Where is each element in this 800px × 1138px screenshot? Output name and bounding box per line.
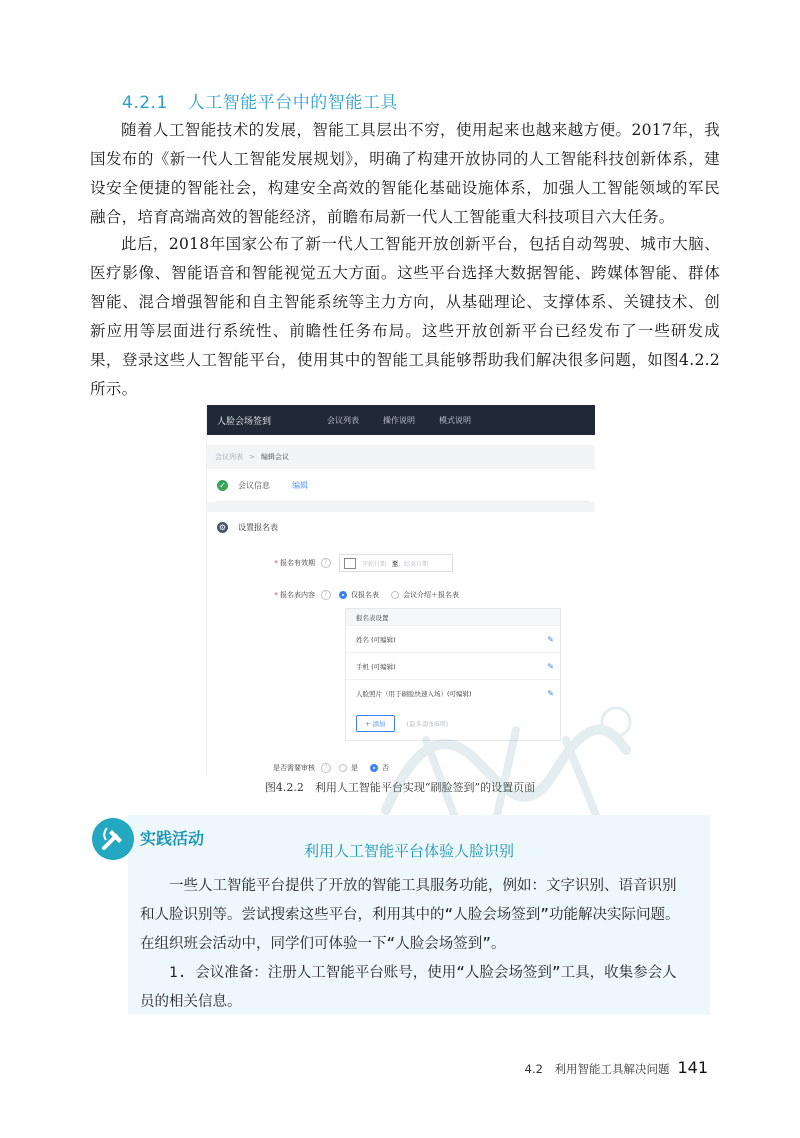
edit-icon: ✎ [547, 661, 554, 671]
figure-app-title: 人脸会场签到 [217, 416, 272, 427]
page-footer [525, 1058, 708, 1077]
section-heading [122, 88, 398, 113]
date-end-placeholder: 结束日期 [404, 560, 429, 568]
table-row: 人脸照片（用于刷脸快速入场）(可编辑) ✎ [346, 679, 560, 706]
activity-title: 利用人工智能平台体验人脸识别 [303, 842, 514, 860]
table-footer [346, 706, 560, 740]
check-icon: ✓ [217, 480, 228, 491]
review-row [217, 759, 589, 775]
help-icon: ? [321, 558, 331, 568]
figure-nav-item: 会议列表 [327, 415, 359, 425]
footer-section: 4.2 利用智能工具解决问题 [524, 1062, 670, 1076]
breadcrumb-current: 编辑会议 [260, 453, 289, 461]
table-row: 手机 (可编辑) ✎ [346, 652, 560, 679]
breadcrumb-item: 会议列表 [215, 453, 243, 461]
date-label: * 报名有效期 [274, 559, 315, 567]
radio-option: 会议介绍＋报名表 [391, 590, 459, 600]
table-row: 姓名 (可编辑) ✎ [346, 625, 560, 652]
radio-option: 否 [370, 763, 389, 773]
figure-breadcrumb [207, 445, 595, 469]
add-field-button: + 添加 [356, 715, 395, 732]
section-number: 4.2.1 [122, 93, 168, 113]
page-number: 141 [677, 1058, 708, 1077]
paragraph-text: 此后，2018年国家公布了新一代人工智能开放创新平台，包括自动驾驶、城市大脑、医疗影像、智能语音和智能视觉五大方面。这些平台选择大数据智能、跨媒体智能、群体智能、混合增强智能和自主智能系统等主力方向，从基础理论、支撑体系、关键技术、创新应用等层面进行系统性、前瞻性任务布局。这些开放创新平台已经发布了一些研发成果，登录这些人工智能平台，使用其中的智能工具能够帮助我们解决很多问题，如图4.2.2所示。 [90, 235, 720, 398]
breadcrumb-separator-icon: > [249, 453, 255, 461]
edit-icon: ✎ [547, 688, 554, 698]
figure-form-card [211, 469, 595, 775]
radio-selected-icon [339, 591, 347, 599]
figure-caption: 图4.2.2 利用人工智能平台实现“刷脸签到”的设置页面 [264, 781, 536, 794]
info-label: 会议信息 [238, 480, 270, 490]
date-row [217, 554, 589, 572]
figure-nav-item: 模式说明 [439, 415, 471, 425]
figure-nav [327, 415, 471, 426]
figure-screenshot [206, 405, 595, 775]
setup-label: 设置报名表 [238, 522, 278, 532]
content-row [217, 586, 589, 604]
radio-empty-icon [339, 764, 347, 772]
settings-icon: ⚙ [218, 522, 227, 532]
figure-setup-row [217, 512, 589, 542]
figure-topbar [207, 405, 595, 435]
body-paragraph-2 [90, 230, 720, 404]
date-range-field [339, 554, 453, 572]
radio-option: 是 [339, 763, 358, 773]
radio-empty-icon [391, 591, 399, 599]
radio-option: 仅报名表 [339, 590, 379, 600]
figure-nav-item: 操作说明 [383, 415, 415, 425]
date-start-placeholder: 开始日期 [362, 560, 387, 568]
help-icon: ? [321, 590, 331, 600]
signup-field-table [345, 608, 561, 741]
figure-info-row [217, 469, 589, 502]
edit-link: 编辑 [292, 480, 308, 490]
activity-paragraph: 1. 会议准备：注册人工智能平台账号，使用“人脸会场签到”工具，收集参会人员的相关信息。 [140, 965, 677, 1010]
paragraph-text: 随着人工智能技术的发展，智能工具层出不穷，使用起来也越来越方便。2017年，我国发布的《新一代人工智能发展规划》，明确了构建开放协同的人工智能科技创新体系，建设安全便捷的智能社会，构建安全高效的智能化基础设施体系，加强人工智能领域的军民融合，培育高端高效的智能经济，前瞻布局新一代人工智能重大科技项目六大任务。 [90, 121, 720, 226]
section-title: 人工智能平台中的智能工具 [187, 93, 398, 113]
radio-selected-icon [370, 764, 378, 772]
table-header: 报名表设置 [346, 609, 560, 625]
body-paragraph-1 [90, 116, 720, 232]
activity-label: 实践活动 [140, 829, 205, 848]
review-label: 是否需要审核 [273, 764, 315, 772]
date-to: 至 [392, 560, 399, 568]
activity-body [140, 872, 685, 1017]
activity-paragraph: 一些人工智能平台提供了开放的智能工具服务功能，例如：文字识别、语音识别和人脸识别等。尝试搜索这些平台，利用其中的“人脸会场签到”功能解决实际问题。在组织班会活动中，同学们可体验一下“人脸会场签到”。 [140, 878, 680, 952]
add-note: (最多添加6项) [406, 719, 449, 728]
help-icon: ? [321, 763, 331, 773]
divider [207, 502, 595, 512]
calendar-icon [344, 558, 356, 569]
edit-icon: ✎ [547, 634, 554, 644]
content-label: * 报名表内容 [274, 591, 315, 599]
